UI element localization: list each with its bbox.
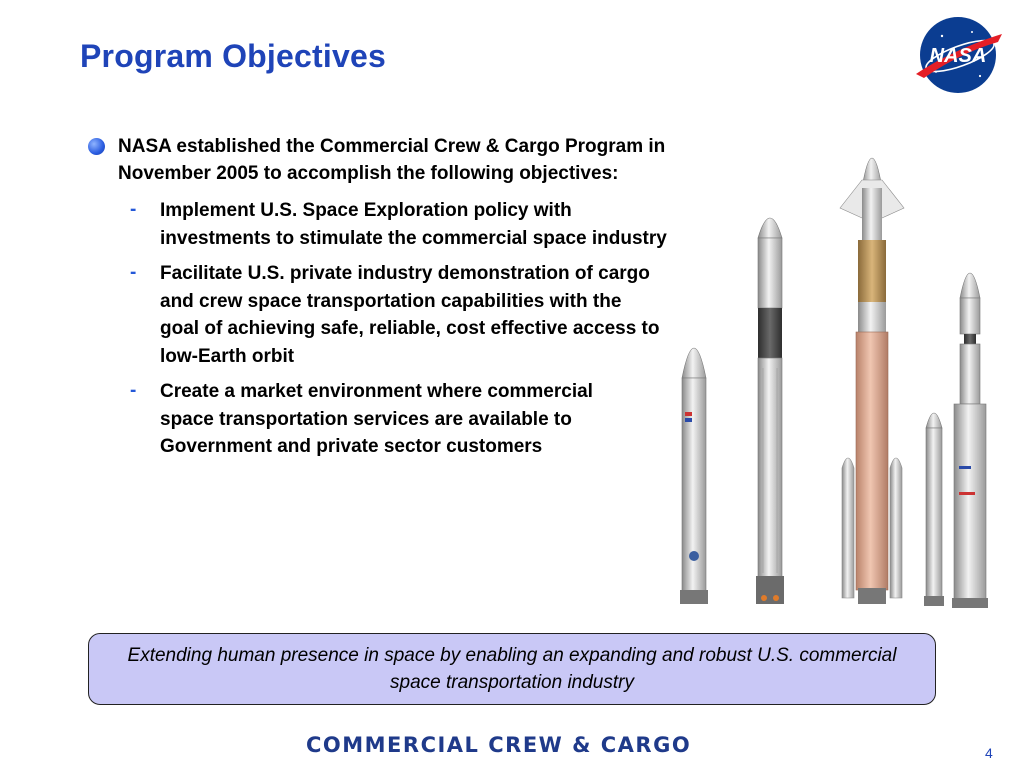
bullet-dot-icon — [88, 138, 105, 155]
main-bullet-text: NASA established the Commercial Crew & Cargo Program in November 2005 to accomplish the following objectives: — [118, 136, 666, 184]
sub-bullet-text: Facilitate U.S. private industry demonstration of cargo and crew space transportation capabilities with the goal of achieving safe, reliable, cost effective access to low-Earth orbit — [160, 263, 660, 367]
sub-bullet-text: Implement U.S. Space Exploration policy with investments to stimulate the commercial space industry — [160, 200, 667, 249]
slide-title: Program Objectives — [80, 38, 386, 74]
callout-text: Extending human presence in space by enabling an expanding and robust U.S. commercial space transportation industry — [127, 645, 897, 693]
rocket-1 — [680, 348, 708, 604]
sub-bullet-text: Create a market environment where commercial space transportation services are available to Government and private sector customers — [160, 381, 593, 457]
nasa-logo-text: NASA — [929, 45, 987, 67]
rockets-illustration — [672, 128, 1002, 614]
sub-bullet-list — [88, 197, 678, 461]
dash-marker: - — [130, 262, 137, 283]
rocket-4 — [924, 413, 944, 606]
nasa-logo — [910, 14, 1006, 96]
objectives-content — [88, 133, 678, 469]
sub-bullet-1 — [130, 197, 678, 252]
footer-brand: COMMERCIAL CREW & CARGO — [306, 733, 692, 757]
rocket-3 — [840, 158, 904, 604]
dash-marker: - — [130, 380, 137, 401]
sub-bullet-2 — [130, 260, 678, 370]
rocket-2 — [756, 218, 784, 604]
sub-bullet-3 — [130, 378, 678, 461]
main-bullet — [88, 133, 678, 187]
page-number: 4 — [985, 745, 993, 761]
callout-box — [88, 633, 936, 705]
rocket-5 — [952, 273, 988, 608]
dash-marker: - — [130, 199, 137, 220]
